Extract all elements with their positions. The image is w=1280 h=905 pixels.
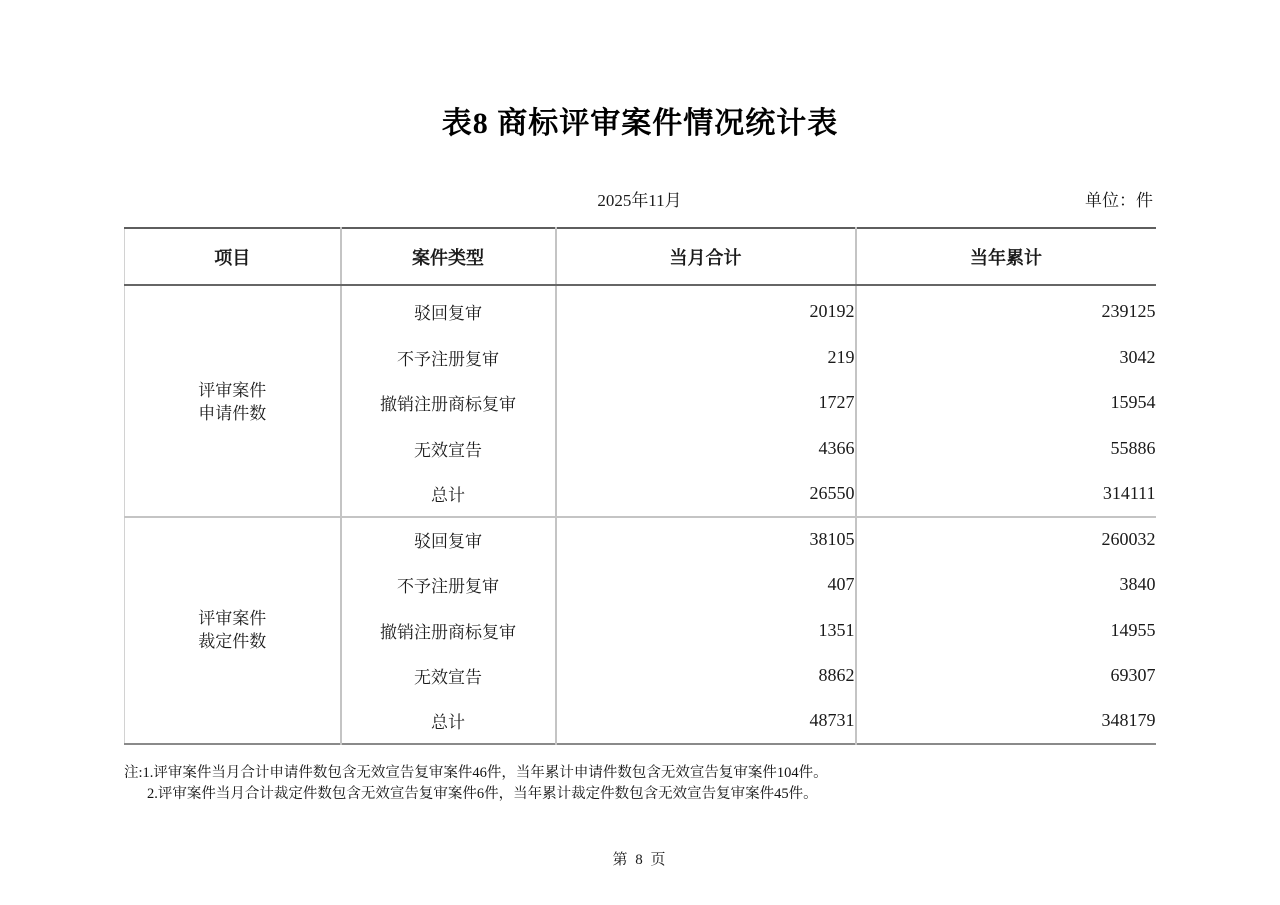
year-total-cell: 69307: [856, 653, 1156, 699]
case-type-cell: 不予注册复审: [341, 335, 556, 381]
year-total-cell: 3042: [856, 335, 1156, 381]
meta-line: [124, 186, 1155, 210]
case-type-cell: 不予注册复审: [341, 562, 556, 608]
month-total-cell: 20192: [556, 289, 856, 335]
case-type-cell: 驳回复审: [341, 517, 556, 563]
year-total-cell: 239125: [856, 289, 1156, 335]
table-header-row: [125, 228, 1156, 285]
case-type-cell: 无效宣告: [341, 653, 556, 699]
year-total-cell: 55886: [856, 426, 1156, 472]
month-total-cell: 26550: [556, 471, 856, 517]
year-total-cell: 260032: [856, 517, 1156, 563]
year-total-cell: 348179: [856, 699, 1156, 745]
header-item: 项目: [125, 228, 341, 285]
month-total-cell: 48731: [556, 699, 856, 745]
footnotes: [124, 763, 1155, 805]
year-total-cell: 14955: [856, 608, 1156, 654]
month-total-cell: 219: [556, 335, 856, 381]
case-type-cell: 撤销注册商标复审: [341, 608, 556, 654]
page-title: 表8 商标评审案件情况统计表: [441, 107, 839, 140]
month-total-cell: 38105: [556, 517, 856, 563]
case-type-cell: 总计: [341, 471, 556, 517]
month-total-cell: 407: [556, 562, 856, 608]
year-total-cell: 3840: [856, 562, 1156, 608]
header-case-type: 案件类型: [341, 228, 556, 285]
year-total-cell: 15954: [856, 380, 1156, 426]
case-type-cell: 无效宣告: [341, 426, 556, 472]
unit-label: 单位：件: [1085, 191, 1153, 210]
case-type-cell: 驳回复审: [341, 289, 556, 335]
page-number: 第 8 页: [612, 852, 668, 868]
table-row: [125, 517, 1156, 563]
footnote-2: 2.评审案件当月合计裁定件数包含无效宣告复审案件6件，当年累计裁定件数包含无效宣告复审案件45件。: [147, 786, 818, 802]
month-total-cell: 1351: [556, 608, 856, 654]
report-month: 2025年11月: [597, 191, 682, 210]
footnote-1: 注:1.评审案件当月合计申请件数包含无效宣告复审案件46件，当年累计申请件数包含无效宣告复审案件104件。: [124, 765, 828, 781]
month-total-cell: 1727: [556, 380, 856, 426]
month-total-cell: 8862: [556, 653, 856, 699]
group-label-applications: 评审案件 申请件数: [125, 289, 341, 517]
header-year-total: 当年累计: [856, 228, 1156, 285]
table-row: [125, 289, 1156, 335]
header-month-total: 当月合计: [556, 228, 856, 285]
case-type-cell: 撤销注册商标复审: [341, 380, 556, 426]
year-total-cell: 314111: [856, 471, 1156, 517]
group-label-rulings: 评审案件 裁定件数: [125, 517, 341, 745]
case-type-cell: 总计: [341, 699, 556, 745]
statistics-table: [124, 227, 1156, 745]
month-total-cell: 4366: [556, 426, 856, 472]
